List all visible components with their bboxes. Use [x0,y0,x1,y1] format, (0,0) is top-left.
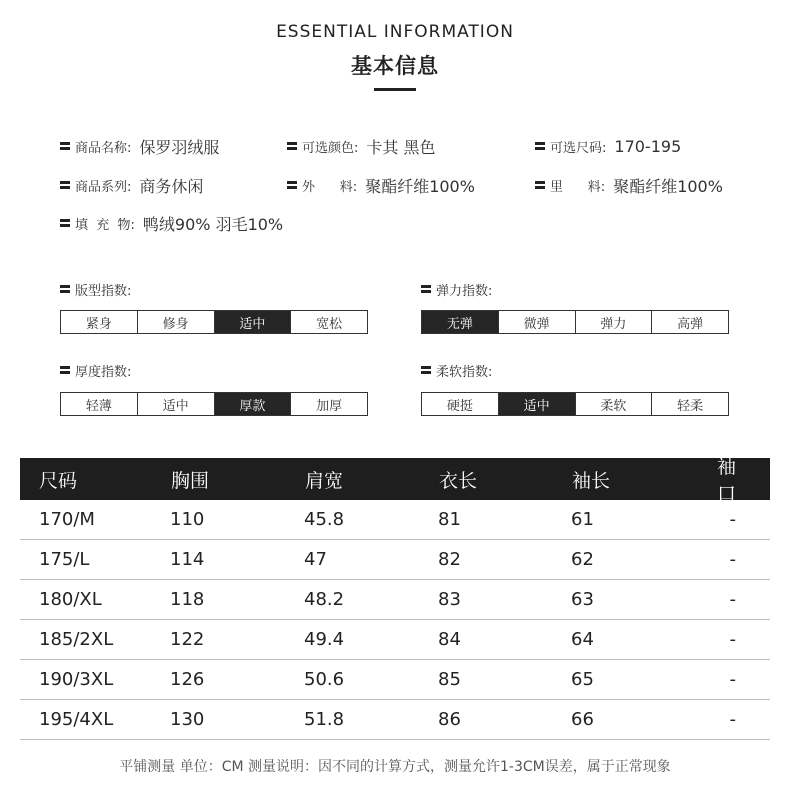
table-cell: 84 [438,629,461,650]
info-series [60,173,203,197]
softness-index-label [421,360,492,380]
table-cell: 180/XL [39,589,102,610]
list-bullet-icon [421,365,431,375]
list-bullet-icon [287,180,297,190]
scale-option: 硬挺 [422,393,498,415]
table-row [20,500,770,540]
table-cell: 82 [438,549,461,570]
softness-index-scale [421,392,729,416]
info-label: 商品系列: [75,179,132,195]
table-cell: 64 [571,629,594,650]
table-cell: 130 [170,709,205,730]
scale-option: 轻柔 [651,393,728,415]
info-value: 170-195 [614,136,682,156]
table-cell: - [729,709,736,730]
table-row [20,620,770,660]
info-colors [287,134,435,158]
info-label: 可选颜色: [302,140,359,156]
info-filling [60,211,283,235]
table-row [20,540,770,580]
table-cell: 110 [170,509,205,530]
info-label: 外 料: [302,179,358,195]
table-cell: 48.2 [304,589,345,610]
index-label-text: 柔软指数: [436,364,493,380]
table-cell: 170/M [39,509,95,530]
info-value: 鸭绒90% 羽毛10% [142,214,284,234]
list-bullet-icon [60,284,70,294]
header-cell: 袖长 [572,469,611,492]
scale-option-selected: 无弹 [422,311,498,333]
header-cell: 衣长 [439,469,478,492]
scale-option: 适中 [137,393,214,415]
scale-option: 宽松 [290,311,367,333]
info-value: 卡其 黑色 [366,137,436,157]
table-cell: 175/L [39,549,90,570]
scale-option: 紧身 [61,311,137,333]
table-cell: - [729,629,736,650]
info-value: 聚酯纤维100% [365,176,475,196]
table-cell: 114 [170,549,205,570]
table-cell: 195/4XL [39,709,114,730]
table-cell: 126 [170,669,205,690]
table-cell: 83 [438,589,461,610]
table-cell: 61 [571,509,594,530]
index-label-text: 弹力指数: [436,283,493,299]
table-cell: 122 [170,629,205,650]
header-cell: 尺码 [39,469,78,492]
table-row [20,660,770,700]
scale-option-selected: 适中 [498,393,575,415]
header-cell: 胸围 [171,469,210,492]
table-cell: 49.4 [304,629,345,650]
table-cell: 85 [438,669,461,690]
list-bullet-icon [535,141,545,151]
list-bullet-icon [60,141,70,151]
table-cell: 190/3XL [39,669,114,690]
list-bullet-icon [60,218,70,228]
size-table [20,458,770,740]
table-cell: 47 [304,549,327,570]
thickness-index-label [60,360,131,380]
info-value: 聚酯纤维100% [613,176,723,196]
fit-index-label [60,279,131,299]
list-bullet-icon [535,180,545,190]
table-cell: 66 [571,709,594,730]
fit-index-scale [60,310,368,334]
scale-option: 柔软 [575,393,652,415]
table-cell: 51.8 [304,709,345,730]
table-cell: - [729,589,736,610]
info-outer-material [287,173,475,197]
title-english: ESSENTIAL INFORMATION [276,22,514,42]
info-label: 商品名称: [75,140,132,156]
info-label: 里 料: [550,179,606,195]
info-value: 保罗羽绒服 [139,137,220,157]
info-value: 商务休闲 [139,176,204,196]
info-product-name [60,134,219,158]
list-bullet-icon [287,141,297,151]
scale-option-selected: 厚款 [214,393,291,415]
scale-option: 轻薄 [61,393,137,415]
index-label-text: 版型指数: [75,283,132,299]
scale-option: 修身 [137,311,214,333]
list-bullet-icon [60,365,70,375]
scale-option: 加厚 [290,393,367,415]
header-cell: 肩宽 [305,469,344,492]
list-bullet-icon [60,180,70,190]
scale-option-selected: 适中 [214,311,291,333]
table-cell: - [729,549,736,570]
index-label-text: 厚度指数: [75,364,132,380]
info-sizes [535,134,681,158]
stretch-index-label [421,279,492,299]
table-cell: 185/2XL [39,629,114,650]
table-cell: 50.6 [304,669,345,690]
header-cell: 袖口 [716,456,736,505]
table-cell: 81 [438,509,461,530]
scale-option: 弹力 [575,311,652,333]
table-header [20,456,770,505]
table-cell: 63 [571,589,594,610]
table-cell: 118 [170,589,205,610]
table-cell: - [729,509,736,530]
scale-option: 高弹 [651,311,728,333]
measurement-note: 平铺测量 单位：CM 测量说明：因不同的计算方式，测量允许1-3CM误差，属于正常现象 [119,759,671,775]
stretch-index-scale [421,310,729,334]
title-chinese: 基本信息 [351,54,439,78]
thickness-index-scale [60,392,368,416]
table-row [20,700,770,740]
info-lining-material [535,173,723,197]
info-label: 填 充 物: [75,217,135,233]
list-bullet-icon [421,284,431,294]
table-cell: 65 [571,669,594,690]
table-cell: 45.8 [304,509,345,530]
table-row [20,580,770,620]
title-underline [374,88,416,91]
info-label: 可选尺码: [550,140,607,156]
table-cell: - [729,669,736,690]
scale-option: 微弹 [498,311,575,333]
table-cell: 86 [438,709,461,730]
table-cell: 62 [571,549,594,570]
